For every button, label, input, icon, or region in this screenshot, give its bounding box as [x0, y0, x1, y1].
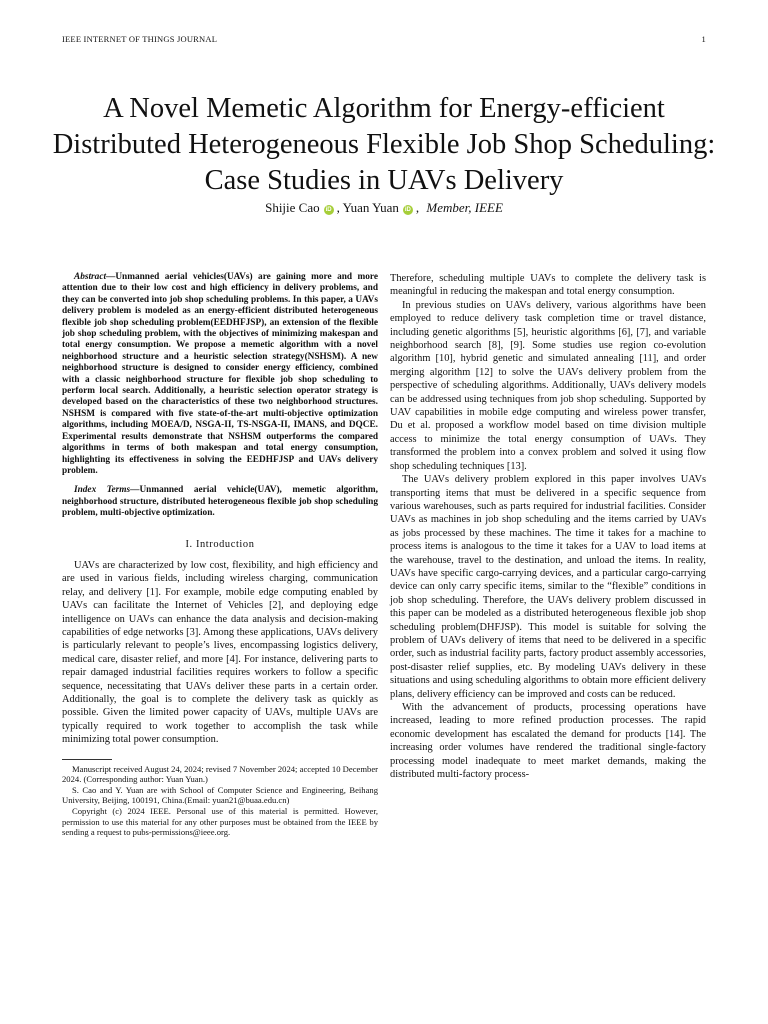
footnote-copyright: Copyright (c) 2024 IEEE. Personal use of this material is permitted. However, permission to use this material for any other purposes must be obtained from the IEEE by sending a request to pubs-permissions@ieee.org. [62, 806, 378, 838]
abstract-text: —Unmanned aerial vehicles(UAVs) are gaining more and more attention due to their low cost and high efficiency in delivery problems, and they can be converted into job shop scheduling problems. In this paper, a UAVs delivery problem is modeled as an energy-efficient distributed heterogeneous flexible job shop scheduling problem(EEDHFJSP), an extension of the flexible job shop scheduling problem, with the objectives of minimizing makespan and total energy consumption. We propose a memetic algorithm with a novel neighborhood structure and a heuristic selection strategy(NSHSM). A new neighborhood structure is designed to consider energy efficiency, combined with a classic neighborhood structure for flexible job shop scheduling to perform local search. Additionally, a heuristic selection operator strategy is developed based on the characteristics of these two neighborhood structures. NSHSM is compared with five state-of-the-art multi-objective optimization algorithms, including MOEA/D, NSGA-II, TS-NSGA-II, IMANS, and DQCE. Experimental results demonstrate that NSHSM outperforms the compared algorithms in terms of both makespan and total energy consumption, highlighting its effectiveness in solving the EEDHFJSP and UAVs delivery problem. [62, 272, 378, 476]
running-head [62, 34, 706, 44]
footnote-manuscript: Manuscript received August 24, 2024; revised 7 November 2024; accepted 10 December 2024. (Corresponding author: Yuan Yuan.) [62, 763, 378, 785]
author-name: Shijie Cao [265, 200, 320, 215]
body-paragraph: The UAVs delivery problem explored in this paper involves UAVs transporting items that must be delivered in a specific sequence from various warehouses, such as parts required for industrial facilities. Consider UAVs as machines in job shop scheduling and the items carried by UAVs as jobs processed by these machines. The time it takes for a machine to process items is analogous to the time it takes for a UAV to load items at the warehouse, travel to the destination, and unload the items. In reality, UAVs have specific cargo-carrying devices, and a particular cargo-carrying device can only carry specific items, similar to the “flexible” conditions in job shop scheduling. Therefore, the UAVs delivery problem discussed in this paper can be modeled as a distributed heterogeneous flexible job shop scheduling problem(DHFJSP). This model is suitable for solving the problem of UAVs delivery of items that need to be delivered in a specific order, such as industrial facility parts, factory product assembly accessories, post-disaster relief supplies, etc. By modeling UAVs delivery in these situations and using scheduling algorithms to obtain more efficient delivery plans, delivery efficiency can be improved and costs can be reduced. [390, 474, 706, 700]
index-terms-text: —Unmanned aerial vehicle(UAV), memetic algorithm, neighborhood structure, distributed heterogeneous flexible job shop scheduling problem, multi-objective optimization. [62, 485, 378, 519]
footnote-divider [62, 759, 112, 760]
index-terms-label: Index Terms [74, 485, 131, 496]
abstract [62, 272, 378, 477]
body-paragraph: With the advancement of products, processing operations have increased, leading to more refined production processes. The rapid economic development has escalated the demand for products [14]. The increasing order volumes have rendered the traditional single-factory processing model inadequate to meet market demands, making the distributed multi-factory process- [390, 702, 706, 781]
author-line [0, 200, 768, 216]
index-terms [62, 485, 378, 519]
right-column [390, 272, 706, 781]
footnote-affiliation: S. Cao and Y. Yuan are with School of Computer Science and Engineering, Beihang University, Beijing, 100191, China.(Email: yuan21@buaa.edu.cn) [62, 784, 378, 806]
body-paragraph: UAVs are characterized by low cost, flexibility, and high efficiency and are used in various fields, including wireless charging, communication relay, and delivery [1]. For example, mobile edge computing enabled by UAVs can facilitate the Internet of Vehicles [2], and deploying edge intelligence on UAVs can enhance the data analysis and decision-making capabilities of edge networks [3]. Among these applications, UAVs delivery is particularly relevant to people’s lives, encompassing logistics delivery, medical care, disaster relief, and more [4]. For instance, delivering parts to repair damaged industrial facilities requires workers to follow a specific sequence, necessitating that UAVs deliver these parts in a certain order. Additionally, the goal is to complete the delivery task as quickly as possible. Given the limited power capacity of UAVs, multiple UAVs are typically required to work together to accomplish the task while minimizing total power consumption. [62, 559, 378, 746]
left-column [62, 272, 378, 838]
author-separator: , [415, 200, 420, 215]
page-number: 1 [701, 34, 706, 44]
body-paragraph: Therefore, scheduling multiple UAVs to complete the delivery task is meaningful in reducing the makespan and total energy consumption. [390, 273, 706, 298]
author-separator: , [336, 200, 340, 215]
paper-title: A Novel Memetic Algorithm for Energy-efficient Distributed Heterogeneous Flexible Job Shop Scheduling: Case Studies in UAVs Delivery [52, 93, 716, 197]
orcid-icon[interactable]: iD [404, 207, 411, 213]
section-heading: I. Introduction [185, 538, 255, 550]
abstract-label: Abstract [74, 272, 107, 282]
body-paragraph: In previous studies on UAVs delivery, various algorithms have been employed to reduce delivery task completion time or travel distance, including genetic algorithms [5], heuristic algorithms [6], [7], and variable neighborhood search [8], [9]. Some studies use region co-evolution algorithm [10], hybrid genetic and simulated annealing [11], and order merging algorithm [12] to solve the UAVs delivery problem from the perspective of scheduling algorithms. Additionally, UAVs delivery models can be addressed using techniques from job shop scheduling. Supported by UAV capabilities in mobile edge computing and wireless power transfer, Du et al. proposed a workflow model based on time division multiple access to minimize the total energy consumption of UAVs. They transformed the problem into a convex problem and solved it using flow shop scheduling techniques [13]. [390, 299, 706, 472]
author-name: Yuan Yuan [342, 200, 399, 215]
author-membership: Member, IEEE [426, 200, 503, 215]
orcid-icon[interactable]: iD [325, 207, 332, 213]
journal-name: IEEE INTERNET OF THINGS JOURNAL [62, 34, 218, 44]
